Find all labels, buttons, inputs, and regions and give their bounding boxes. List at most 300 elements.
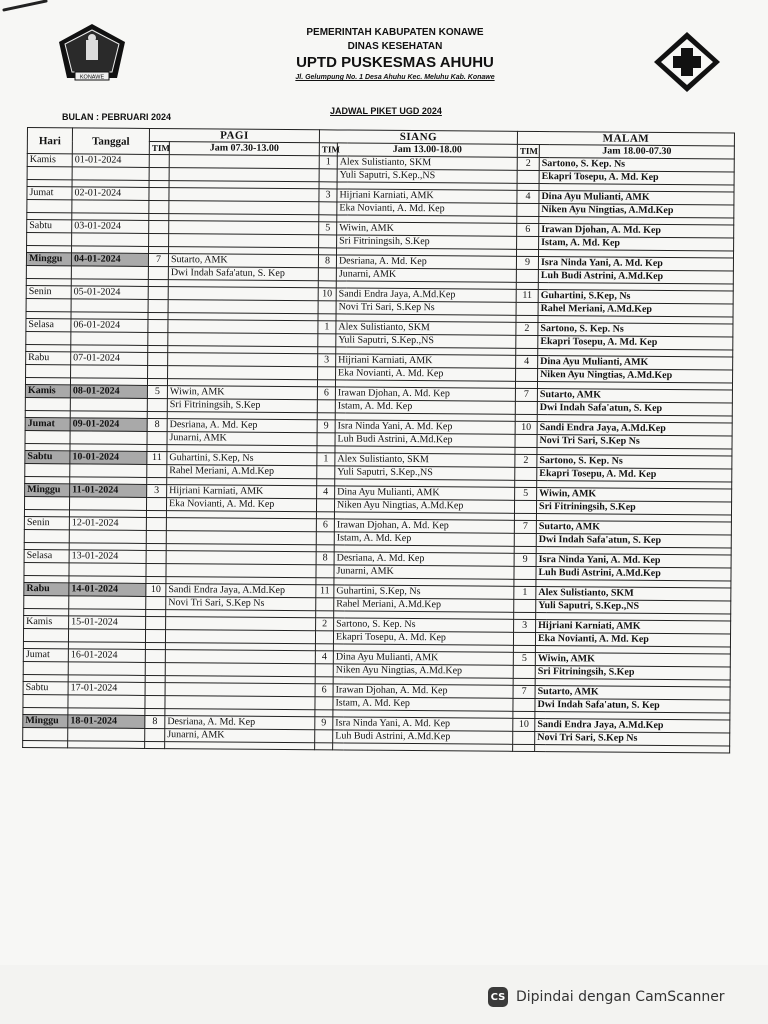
day-name-cell: Rabu xyxy=(26,351,71,364)
date-cell xyxy=(69,563,146,577)
siang-staff-cell: Desriana, A. Md. Kep xyxy=(334,552,514,566)
day-name-cell: Rabu xyxy=(24,582,69,595)
pagi-staff-cell xyxy=(165,663,315,677)
day-name-cell xyxy=(26,265,71,278)
siang-staff-cell: Hijriani Karniati, AMK xyxy=(337,189,517,203)
malam-staff-cell: Ekapri Tosepu, A. Md. Kep xyxy=(537,468,732,483)
pagi-staff-cell: Desriana, A. Md. Kep xyxy=(167,419,317,433)
pagi-staff-cell xyxy=(169,188,319,202)
siang-staff-cell: Niken Ayu Ningtias, A.Md.Kep xyxy=(333,664,513,678)
malam-team-cell: 7 xyxy=(515,388,537,401)
schedule-body xyxy=(23,154,735,754)
pagi-team-cell xyxy=(146,596,166,609)
siang-team-cell xyxy=(318,301,336,314)
date-cell xyxy=(71,332,148,346)
malam-team-cell: 3 xyxy=(514,619,536,632)
pagi-staff-cell: Sutarto, AMK xyxy=(168,254,318,268)
siang-team-cell xyxy=(319,235,337,248)
siang-team-cell: 6 xyxy=(316,519,334,532)
day-name-cell xyxy=(27,200,72,213)
date-cell xyxy=(68,629,145,643)
malam-staff-cell: Sartono, S. Kep. Ns xyxy=(539,158,734,173)
siang-team-cell xyxy=(316,532,334,545)
health-cross-icon xyxy=(650,30,724,94)
day-name-cell xyxy=(27,233,72,246)
malam-staff-cell: Sutarto, AMK xyxy=(537,389,732,404)
malam-staff-cell: Dwi Indah Safa'atun, S. Kep xyxy=(537,402,732,417)
siang-team-cell xyxy=(317,466,335,479)
siang-staff-cell: Novi Tri Sari, S.Kep Ns xyxy=(336,301,516,315)
day-name-cell xyxy=(24,496,69,509)
pagi-staff-cell: Wiwin, AMK xyxy=(167,386,317,400)
date-cell: 07-01-2024 xyxy=(71,352,148,366)
siang-staff-cell: Hijriani Karniati, AMK xyxy=(336,354,516,368)
pagi-team-cell xyxy=(145,649,165,662)
pagi-staff-cell: Guhartini, S.Kep, Ns xyxy=(167,452,317,466)
date-cell: 03-01-2024 xyxy=(72,220,149,234)
pagi-staff-cell xyxy=(165,696,315,710)
malam-team-cell: 9 xyxy=(514,553,536,566)
pagi-team-cell xyxy=(146,530,166,543)
pagi-staff-cell xyxy=(168,366,318,380)
siang-team-cell xyxy=(318,268,336,281)
pagi-team-cell xyxy=(148,266,168,279)
malam-staff-cell: Novi Tri Sari, S.Kep Ns xyxy=(537,435,732,450)
day-name-cell xyxy=(25,430,70,443)
day-name-cell xyxy=(26,331,71,344)
day-name-cell xyxy=(26,364,71,377)
siang-staff-cell: Ekapri Tosepu, A. Md. Kep xyxy=(333,631,513,645)
siang-team-cell: 4 xyxy=(315,651,333,664)
malam-team-cell: 5 xyxy=(513,652,535,665)
date-cell xyxy=(71,365,148,379)
day-name-cell: Jumat xyxy=(23,648,68,661)
pagi-team-cell: 7 xyxy=(148,253,168,266)
malam-staff-cell: Luh Budi Astrini, A.Md.Kep xyxy=(536,567,731,582)
malam-staff-cell: Isra Ninda Yani, A. Md. Kep xyxy=(538,257,733,272)
day-name-cell: Kamis xyxy=(27,154,72,167)
camscanner-logo-icon: CS xyxy=(488,987,508,1007)
malam-staff-cell: Ekapri Tosepu, A. Md. Kep xyxy=(539,171,734,186)
siang-staff-cell: Isra Ninda Yani, A. Md. Kep xyxy=(335,420,515,434)
pagi-team-cell xyxy=(149,233,169,246)
malam-team-cell xyxy=(515,467,537,480)
malam-team-cell: 10 xyxy=(515,421,537,434)
pagi-staff-cell xyxy=(165,650,315,664)
date-cell xyxy=(70,431,147,445)
pagi-team-cell: 11 xyxy=(147,451,167,464)
siang-staff-cell: Wiwin, AMK xyxy=(337,222,517,236)
malam-staff-cell: Irawan Djohan, A. Md. Kep xyxy=(539,224,734,239)
day-name-cell xyxy=(23,694,68,707)
siang-team-cell: 3 xyxy=(319,189,337,202)
pagi-staff-cell xyxy=(166,617,316,631)
government-line: PEMERINTAH KABUPATEN KONAWE xyxy=(306,27,484,38)
siang-staff-cell: Istam, A. Md. Kep xyxy=(334,532,514,546)
malam-staff-cell: Yuli Saputri, S.Kep.,NS xyxy=(536,600,731,615)
siang-team-cell xyxy=(319,169,337,182)
pagi-staff-cell xyxy=(169,221,319,235)
day-name-cell: Minggu xyxy=(23,714,68,727)
pagi-team-cell xyxy=(148,319,168,332)
day-name-cell xyxy=(23,661,68,674)
spacer-cell xyxy=(23,740,68,747)
spacer-cell xyxy=(315,743,333,750)
month-label: BULAN : PEBRUARI 2024 xyxy=(62,112,172,122)
date-cell xyxy=(69,530,146,544)
day-name-cell: Senin xyxy=(24,516,69,529)
day-name-cell: Kamis xyxy=(24,615,69,628)
pagi-staff-cell xyxy=(169,234,319,248)
day-name-cell: Minggu xyxy=(25,483,70,496)
malam-staff-cell: Dina Ayu Mulianti, AMK xyxy=(538,356,733,371)
malam-team-cell: 4 xyxy=(516,355,538,368)
malam-team-cell: 2 xyxy=(517,157,539,170)
siang-team-cell xyxy=(315,664,333,677)
day-name-cell: Jumat xyxy=(25,417,70,430)
siang-staff-cell: Dina Ayu Mulianti, AMK xyxy=(335,486,515,500)
date-cell: 14-01-2024 xyxy=(69,583,146,597)
day-name-cell xyxy=(23,727,68,740)
pagi-staff-cell xyxy=(166,531,316,545)
siang-staff-cell: Irawan Djohan, A. Md. Kep xyxy=(334,519,514,533)
malam-team-cell xyxy=(516,368,538,381)
siang-team-cell: 5 xyxy=(319,222,337,235)
siang-staff-cell: Luh Budi Astrini, A.Md.Kep xyxy=(335,433,515,447)
siang-team-cell: 1 xyxy=(317,453,335,466)
malam-staff-cell: Sartono, S. Kep. Ns xyxy=(538,323,733,338)
siang-team-cell: 1 xyxy=(319,156,337,169)
pagi-team-cell xyxy=(149,154,169,167)
malam-team-cell xyxy=(513,632,535,645)
malam-staff-cell: Sutarto, AMK xyxy=(535,686,730,701)
malam-tim-header: TIM xyxy=(517,144,539,157)
pagi-team-cell xyxy=(149,167,169,180)
malam-staff-cell: Niken Ayu Ningtias, A.Md.Kep xyxy=(538,369,733,384)
siang-team-cell: 10 xyxy=(318,288,336,301)
siang-staff-cell: Junarni, AMK xyxy=(334,565,514,579)
pagi-team-cell xyxy=(146,563,166,576)
pagi-staff-cell xyxy=(168,287,318,301)
date-cell xyxy=(72,200,149,214)
malam-staff-cell: Alex Sulistianto, SKM xyxy=(536,587,731,602)
malam-team-cell: 2 xyxy=(515,454,537,467)
siang-hours: Jam 13.00-18.00 xyxy=(337,143,517,157)
date-cell: 05-01-2024 xyxy=(71,286,148,300)
malam-staff-cell: Hijriani Karniati, AMK xyxy=(536,620,731,635)
date-cell xyxy=(71,299,148,313)
malam-staff-cell: Dwi Indah Safa'atun, S. Kep xyxy=(535,699,730,714)
pagi-team-cell xyxy=(149,200,169,213)
malam-team-cell xyxy=(517,203,539,216)
pagi-team-cell xyxy=(148,352,168,365)
malam-staff-cell: Guhartini, S.Kep, Ns xyxy=(538,290,733,305)
agency-line: DINAS KESEHATAN xyxy=(347,41,443,52)
pagi-team-cell xyxy=(147,464,167,477)
siang-staff-cell: Yuli Saputri, S.Kep.,NS xyxy=(336,334,516,348)
siang-staff-cell: Sri Fitriningsih, S.Kep xyxy=(337,235,517,249)
siang-team-cell: 8 xyxy=(316,552,334,565)
col-siang: SIANG xyxy=(319,130,517,145)
malam-staff-cell: Sri Fitriningsih, S.Kep xyxy=(536,501,731,516)
siang-staff-cell: Alex Sulistianto, SKM xyxy=(337,156,517,170)
schedule-title: JADWAL PIKET UGD 2024 xyxy=(330,106,442,116)
siang-team-cell xyxy=(315,631,333,644)
day-name-cell xyxy=(26,298,71,311)
malam-staff-cell: Wiwin, AMK xyxy=(535,653,730,668)
pagi-team-cell xyxy=(146,497,166,510)
pagi-staff-cell xyxy=(166,551,316,565)
malam-team-cell xyxy=(515,401,537,414)
siang-staff-cell: Alex Sulistianto, SKM xyxy=(335,453,515,467)
pagi-staff-cell xyxy=(168,320,318,334)
malam-staff-cell: Sri Fitriningsih, S.Kep xyxy=(535,666,730,681)
address-line: Jl. Gelumpung No. 1 Desa Ahuhu Kec. Meluhu Kab. Konawe xyxy=(295,74,495,81)
siang-staff-cell: Niken Ayu Ningtias, A.Md.Kep xyxy=(334,499,514,513)
malam-team-cell: 11 xyxy=(516,289,538,302)
siang-staff-cell: Isra Ninda Yani, A. Md. Kep xyxy=(333,717,513,731)
spacer-cell xyxy=(535,745,730,754)
pagi-team-cell: 3 xyxy=(147,484,167,497)
col-tanggal: Tanggal xyxy=(72,128,149,155)
pagi-staff-cell xyxy=(168,353,318,367)
malam-team-cell xyxy=(516,269,538,282)
siang-staff-cell: Alex Sulistianto, SKM xyxy=(336,321,516,335)
siang-staff-cell: Junarni, AMK xyxy=(336,268,516,282)
malam-team-cell: 7 xyxy=(514,520,536,533)
pagi-team-cell xyxy=(147,431,167,444)
malam-team-cell xyxy=(514,566,536,579)
pagi-team-cell: 8 xyxy=(147,418,167,431)
date-cell: 10-01-2024 xyxy=(70,451,147,465)
pagi-staff-cell xyxy=(166,564,316,578)
date-cell: 02-01-2024 xyxy=(72,187,149,201)
malam-staff-cell: Isra Ninda Yani, A. Md. Kep xyxy=(536,554,731,569)
pagi-staff-cell xyxy=(168,300,318,314)
malam-team-cell xyxy=(513,698,535,711)
malam-team-cell xyxy=(515,434,537,447)
pagi-team-cell: 5 xyxy=(147,385,167,398)
malam-team-cell: 1 xyxy=(514,586,536,599)
siang-team-cell: 1 xyxy=(318,321,336,334)
date-cell xyxy=(71,266,148,280)
malam-staff-cell: Wiwin, AMK xyxy=(537,488,732,503)
date-cell xyxy=(68,728,145,742)
malam-team-cell xyxy=(514,500,536,513)
pagi-tim-header: TIM xyxy=(149,141,169,154)
siang-team-cell xyxy=(316,598,334,611)
siang-team-cell xyxy=(315,730,333,743)
malam-hours: Jam 18.00-07.30 xyxy=(539,145,734,160)
pagi-staff-cell: Junarni, AMK xyxy=(165,729,315,743)
day-name-cell: Selasa xyxy=(26,318,71,331)
siang-staff-cell: Sartono, S. Kep. Ns xyxy=(334,618,514,632)
day-name-cell xyxy=(27,167,72,180)
siang-team-cell xyxy=(318,334,336,347)
siang-team-cell: 9 xyxy=(317,420,335,433)
siang-staff-cell: Irawan Djohan, A. Md. Kep xyxy=(333,684,513,698)
pagi-team-cell xyxy=(147,398,167,411)
siang-team-cell: 2 xyxy=(316,618,334,631)
siang-team-cell xyxy=(319,202,337,215)
malam-staff-cell: Ekapri Tosepu, A. Md. Kep xyxy=(538,336,733,351)
siang-staff-cell: Eka Novianti, A. Md. Kep xyxy=(336,367,516,381)
malam-team-cell: 7 xyxy=(513,685,535,698)
pagi-staff-cell xyxy=(169,155,319,169)
date-cell: 17-01-2024 xyxy=(68,682,145,696)
siang-team-cell xyxy=(317,400,335,413)
day-name-cell xyxy=(24,529,69,542)
date-cell: 18-01-2024 xyxy=(68,715,145,729)
pagi-team-cell xyxy=(145,662,165,675)
spacer-cell xyxy=(333,743,513,751)
day-name-cell: Sabtu xyxy=(27,220,72,233)
siang-tim-header: TIM xyxy=(319,143,337,156)
malam-staff-cell: Sartono, S. Kep. Ns xyxy=(537,455,732,470)
pagi-staff-cell: Rahel Meriani, A.Md.Kep xyxy=(167,465,317,479)
pagi-staff-cell: Desriana, A. Md. Kep xyxy=(165,716,315,730)
siang-staff-cell: Eka Novianti, A. Md. Kep xyxy=(337,202,517,216)
siang-staff-cell: Guhartini, S.Kep, Ns xyxy=(334,585,514,599)
date-cell: 08-01-2024 xyxy=(70,385,147,399)
date-cell xyxy=(69,596,146,610)
day-name-cell: Minggu xyxy=(26,253,71,266)
malam-staff-cell: Sutarto, AMK xyxy=(536,521,731,536)
siang-staff-cell: Istam, A. Md. Kep xyxy=(333,697,513,711)
camscanner-label: Dipindai dengan CamScanner xyxy=(516,989,725,1005)
pagi-staff-cell: Sri Fitriningsih, S.Kep xyxy=(167,399,317,413)
emblem-text: KONAWE xyxy=(79,74,105,81)
siang-staff-cell: Luh Budi Astrini, A.Md.Kep xyxy=(333,730,513,744)
pagi-team-cell xyxy=(149,187,169,200)
pagi-team-cell: 10 xyxy=(146,583,166,596)
siang-team-cell: 6 xyxy=(315,684,333,697)
siang-team-cell: 8 xyxy=(318,255,336,268)
pagi-staff-cell: Junarni, AMK xyxy=(167,432,317,446)
siang-team-cell xyxy=(318,367,336,380)
date-cell: 04-01-2024 xyxy=(71,253,148,267)
malam-staff-cell: Dina Ayu Mulianti, AMK xyxy=(539,191,734,206)
siang-staff-cell: Sandi Endra Jaya, A.Md.Kep xyxy=(336,288,516,302)
pagi-team-cell xyxy=(146,616,166,629)
siang-staff-cell: Rahel Meriani, A.Md.Kep xyxy=(334,598,514,612)
pagi-team-cell xyxy=(145,682,165,695)
camscanner-watermark xyxy=(488,985,725,1009)
col-malam: MALAM xyxy=(517,131,734,146)
date-cell: 06-01-2024 xyxy=(71,319,148,333)
pagi-staff-cell: Sandi Endra Jaya, A.Md.Kep xyxy=(166,584,316,598)
malam-staff-cell: Luh Budi Astrini, A.Md.Kep xyxy=(538,270,733,285)
pagi-staff-cell xyxy=(165,630,315,644)
day-name-cell: Senin xyxy=(26,285,71,298)
pagi-staff-cell xyxy=(165,683,315,697)
col-pagi: PAGI xyxy=(149,128,319,142)
siang-team-cell: 3 xyxy=(318,354,336,367)
day-name-cell xyxy=(23,628,68,641)
day-name-cell: Kamis xyxy=(25,384,70,397)
day-name-cell xyxy=(24,562,69,575)
pagi-team-cell xyxy=(148,299,168,312)
date-cell xyxy=(70,398,147,412)
malam-team-cell xyxy=(514,533,536,546)
siang-team-cell xyxy=(317,433,335,446)
day-name-cell: Jumat xyxy=(27,187,72,200)
pagi-staff-cell: Dwi Indah Safa'atun, S. Kep xyxy=(168,267,318,281)
malam-team-cell: 6 xyxy=(517,223,539,236)
malam-team-cell: 5 xyxy=(515,487,537,500)
pagi-staff-cell: Eka Novianti, A. Md. Kep xyxy=(166,498,316,512)
siang-team-cell: 6 xyxy=(317,387,335,400)
malam-staff-cell: Sandi Endra Jaya, A.Md.Kep xyxy=(535,719,730,734)
spacer-cell xyxy=(68,741,145,749)
date-cell xyxy=(72,233,149,247)
date-cell: 16-01-2024 xyxy=(68,649,145,663)
malam-team-cell: 4 xyxy=(517,190,539,203)
siang-team-cell xyxy=(316,565,334,578)
siang-team-cell: 4 xyxy=(317,486,335,499)
malam-staff-cell: Novi Tri Sari, S.Kep Ns xyxy=(535,732,730,747)
day-name-cell: Sabtu xyxy=(23,681,68,694)
col-hari: Hari xyxy=(27,128,72,154)
pagi-team-cell xyxy=(146,517,166,530)
siang-team-cell: 9 xyxy=(315,717,333,730)
siang-staff-cell: Irawan Djohan, A. Md. Kep xyxy=(335,387,515,401)
malam-team-cell xyxy=(516,302,538,315)
pagi-hours: Jam 07.30-13.00 xyxy=(169,142,319,156)
duty-schedule-table xyxy=(22,127,735,754)
day-name-cell xyxy=(25,397,70,410)
siang-staff-cell: Yuli Saputri, S.Kep.,NS xyxy=(337,169,517,183)
day-name-cell: Sabtu xyxy=(25,450,70,463)
siang-team-cell: 11 xyxy=(316,585,334,598)
pagi-team-cell xyxy=(149,220,169,233)
pagi-team-cell xyxy=(145,695,165,708)
siang-staff-cell: Istam, A. Md. Kep xyxy=(335,400,515,414)
date-cell xyxy=(70,464,147,478)
pagi-staff-cell xyxy=(169,201,319,215)
date-cell: 01-01-2024 xyxy=(72,154,149,168)
siang-staff-cell: Dina Ayu Mulianti, AMK xyxy=(333,651,513,665)
pagi-team-cell xyxy=(148,365,168,378)
siang-staff-cell: Desriana, A. Md. Kep xyxy=(336,255,516,269)
pagi-staff-cell xyxy=(169,168,319,182)
date-cell xyxy=(69,497,146,511)
siang-staff-cell: Yuli Saputri, S.Kep.,NS xyxy=(335,466,515,480)
date-cell xyxy=(68,662,145,676)
malam-team-cell xyxy=(517,236,539,249)
pagi-team-cell: 8 xyxy=(145,715,165,728)
spacer-cell xyxy=(145,741,165,748)
pagi-team-cell xyxy=(148,286,168,299)
pagi-staff-cell: Novi Tri Sari, S.Kep Ns xyxy=(166,597,316,611)
malam-team-cell: 10 xyxy=(513,718,535,731)
pagi-team-cell xyxy=(145,629,165,642)
malam-team-cell xyxy=(516,335,538,348)
malam-staff-cell: Eka Novianti, A. Md. Kep xyxy=(535,633,730,648)
pagi-staff-cell xyxy=(168,333,318,347)
malam-team-cell xyxy=(517,170,539,183)
malam-team-cell: 9 xyxy=(516,256,538,269)
date-cell xyxy=(72,167,149,181)
malam-staff-cell: Istam, A. Md. Kep xyxy=(539,237,734,252)
date-cell: 11-01-2024 xyxy=(70,484,147,498)
siang-team-cell xyxy=(315,697,333,710)
day-name-cell xyxy=(25,463,70,476)
malam-staff-cell: Sandi Endra Jaya, A.Md.Kep xyxy=(537,422,732,437)
date-cell: 13-01-2024 xyxy=(69,550,146,564)
malam-team-cell xyxy=(514,599,536,612)
date-cell: 15-01-2024 xyxy=(69,616,146,630)
